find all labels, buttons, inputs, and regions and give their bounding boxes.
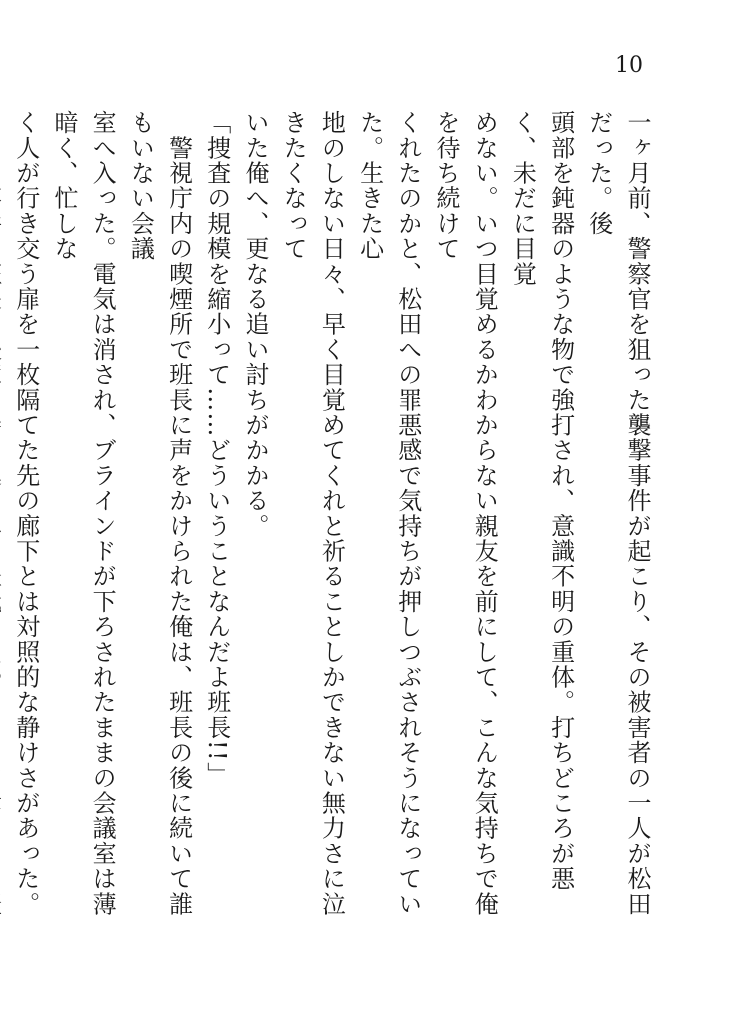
text-line: 一ヶ月前、警察官を狙った襲撃事件が起こり、その被害者の一人が松田だった。後 (584, 110, 651, 917)
text-line: く人が行き交う扉を一枚隔てた先の廊下とは対照的な静けさがあった。 (11, 110, 40, 917)
vertical-text-body (11, 110, 656, 930)
text-line (0, 110, 7, 930)
text-line: 室へ入った。電気は消され、ブラインドが下ろされたままの会議室は薄暗く、忙しな (49, 110, 117, 917)
text-line: 「捜査の規模を縮小って……どういうことなんだよ班長!!」 (202, 110, 231, 787)
page-number: 10 (615, 53, 643, 78)
text-line: 頭部を鈍器のような物で強打され、意識不明の重体。打ちどころが悪く、未だに目覚 (508, 110, 575, 892)
text-line: くれたのかと、松田への罪悪感で気持ちが押しつぶされそうになっていた。生きた心 (355, 110, 422, 917)
text-line: いた俺へ、更なる追い討ちがかかる。 (240, 110, 269, 539)
text-line: めない。いつ目覚めるかわからない親友を前にして、こんな気持ちで俺を待ち続けて (431, 110, 499, 917)
text-line: 地のしない日々、早く目覚めてくれと祈ることしかできない無力さに泣きたくなって (279, 110, 346, 917)
text-line: 警視庁内の喫煙所で班長に声をかけられた俺は、班長の後に続いて誰もいない会議 (126, 110, 193, 917)
